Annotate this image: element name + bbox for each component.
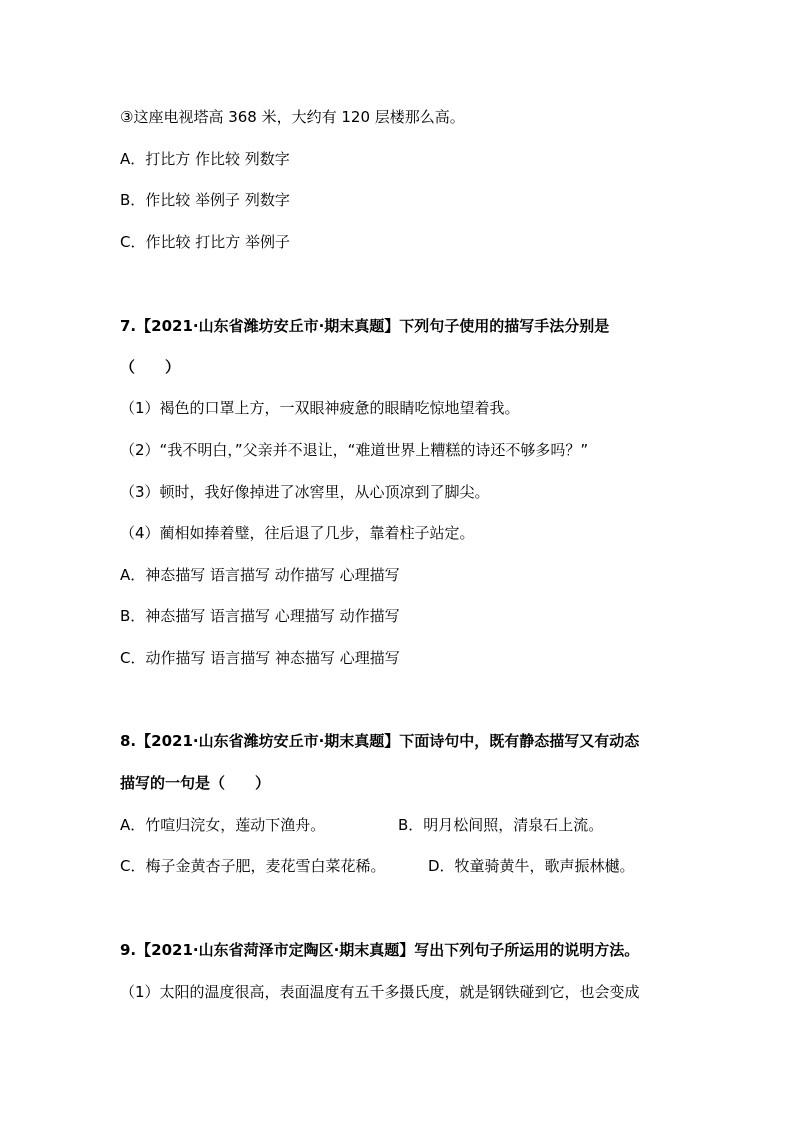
q7-option-a: A．神态描写 语言描写 动作描写 心理描写	[120, 566, 400, 584]
q6-option-a: A．打比方 作比较 列数字	[120, 150, 290, 168]
q7-title: 7.【2021·山东省潍坊安丘市·期末真题】下列句子使用的描写手法分别是	[120, 317, 610, 335]
q7-answer-paren: （ ）	[120, 358, 181, 376]
q8-title-line-1: 8.【2021·山东省潍坊安丘市·期末真题】下面诗句中，既有静态描写又有动态	[120, 732, 640, 750]
q7-item-2: （2）“我不明白，”父亲并不退让，“难道世界上糟糕的诗还不够多吗？”	[120, 441, 589, 459]
q7-item-1: （1）褐色的口罩上方，一双眼神疲惫的眼睛吃惊地望着我。	[120, 399, 520, 417]
q7-option-c: C．动作描写 语言描写 神态描写 心理描写	[120, 649, 400, 667]
q9-title: 9.【2021·山东省菏泽市定陶区·期末真题】写出下列句子所运用的说明方法。	[120, 941, 640, 959]
q7-item-4: （4）蔺相如捧着璧，往后退了几步，靠着柱子站定。	[120, 524, 475, 542]
q8-option-c: C．梅子金黄杏子肥，麦花雪白菜花稀。	[120, 857, 386, 875]
q7-option-b: B．神态描写 语言描写 心理描写 动作描写	[120, 607, 400, 625]
q7-item-3: （3）顿时，我好像掉进了冰窖里，从心顶凉到了脚尖。	[120, 483, 490, 501]
q8-title-line-2: 描写的一句是（ ）	[120, 774, 271, 792]
q9-item-1: （1）太阳的温度很高，表面温度有五千多摄氏度，就是钢铁碰到它，也会变成	[120, 983, 640, 1001]
q8-option-a: A．竹喧归浣女，莲动下渔舟。	[120, 816, 326, 834]
q6-option-b: B．作比较 举例子 列数字	[120, 191, 290, 209]
q8-option-b: B．明月松间照，清泉石上流。	[398, 816, 604, 834]
q6-option-c: C．作比较 打比方 举例子	[120, 233, 291, 251]
q8-option-d: D．牧童骑黄牛，歌声振林樾。	[428, 857, 635, 875]
q6-item-3: ③这座电视塔高 368 米，大约有 120 层楼那么高。	[120, 108, 465, 126]
